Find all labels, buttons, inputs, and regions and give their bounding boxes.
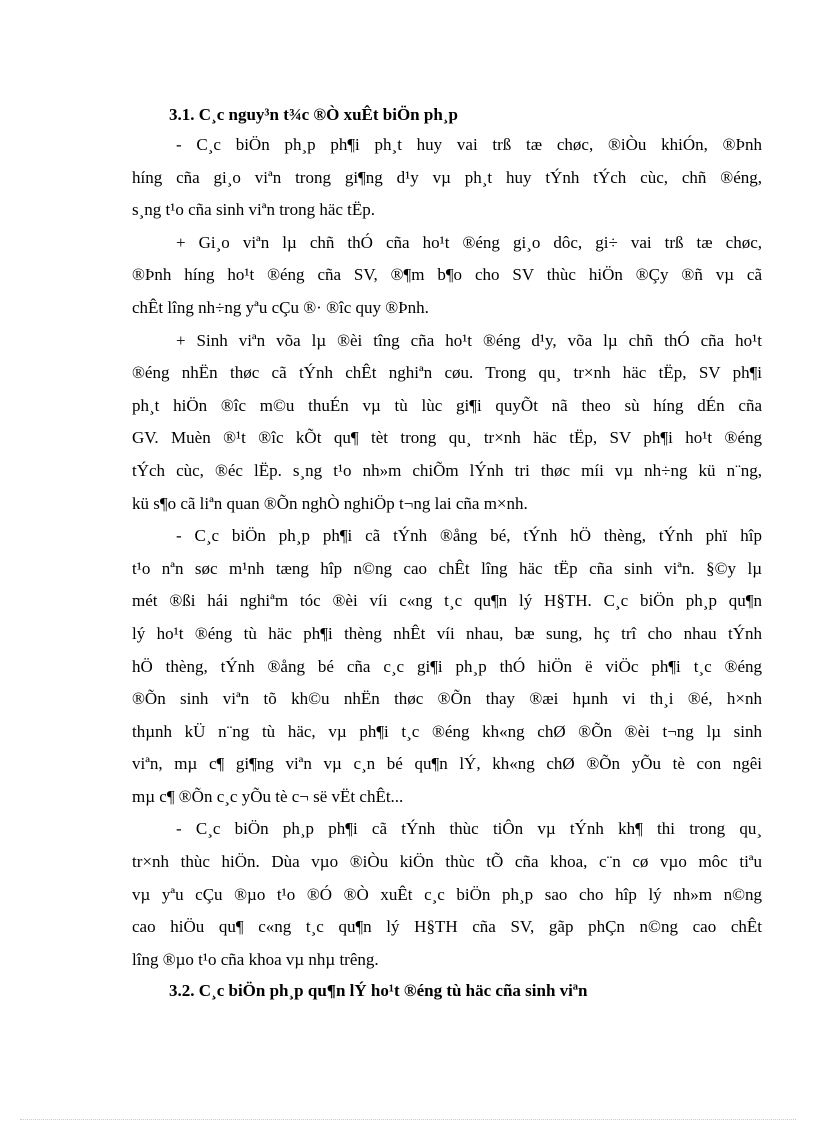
paragraph-line: mét ®ßi hái nghiªm tóc ®èi víi c«ng t¸c qu¶n lý H§TH. C¸c biÖn ph¸p qu¶n (132, 591, 762, 611)
document-body (132, 129, 762, 976)
paragraph-line: vµ yªu cÇu ®µo t¹o ®Ó ®Ò xuÊt c¸c biÖn ph¸p sao cho hîp lý nh»m n©ng (132, 884, 762, 904)
paragraph (132, 129, 762, 227)
paragraph-line: viªn, mµ c¶ gi¶ng viªn vµ c¸n bé qu¶n lÝ, kh«ng chØ ®Õn yÕu tè con ngêi (132, 754, 762, 774)
paragraph-line: hÖ thèng, tÝnh ®ång bé cña c¸c gi¶i ph¸p thÓ hiÖn ë viÖc ph¶i t¸c ®éng (132, 656, 762, 676)
paragraph-line: cao hiÖu qu¶ c«ng t¸c qu¶n lý H§TH cña SV, gãp phÇn n©ng cao chÊt (132, 917, 762, 937)
paragraph-line: ®Õn sinh viªn tõ kh©u nhËn thøc ®Õn thay ®æi hµnh vi th¸i ®é, h×nh (132, 689, 762, 709)
paragraph-line: + Gi¸o viªn lµ chñ thÓ cña ho¹t ®éng gi¸o dôc, gi÷ vai trß tæ chøc, (176, 232, 762, 252)
paragraph (132, 325, 762, 521)
paragraph-line: lîng ®µo t¹o cña khoa vµ nhµ trêng. (132, 949, 379, 969)
paragraph (132, 520, 762, 813)
paragraph-line: - C¸c biÖn ph¸p ph¶i cã tÝnh ®ång bé, tÝnh hÖ thèng, tÝnh phï hîp (176, 526, 762, 546)
paragraph-line: tr×nh thùc hiÖn. Dùa vµo ®iÒu kiÖn thùc tÕ cña khoa, c¨n cø vµo môc tiªu (132, 852, 762, 872)
paragraph-line: kü s¶o cã liªn quan ®Õn nghÒ nghiÖp t¬ng lai cña m×nh. (132, 493, 528, 513)
paragraph-line: + Sinh viªn võa lµ ®èi tîng cña ho¹t ®éng d¹y, võa lµ chñ thÓ cña ho¹t (176, 330, 762, 350)
paragraph-line: tÝch cùc, ®éc lËp. s¸ng t¹o nh»m chiÕm lÝnh tri thøc míi vµ nh÷ng kü n¨ng, (132, 460, 762, 480)
paragraph-line: thµnh kÜ n¨ng tù häc, vµ ph¶i t¸c ®éng kh«ng chØ ®Õn ®èi t¬ng lµ sinh (132, 721, 762, 741)
paragraph-line: mµ c¶ ®Õn c¸c yÕu tè c¬ së vËt chÊt... (132, 786, 404, 806)
document-page (132, 100, 762, 1005)
paragraph-line: ®éng nhËn thøc cã tÝnh chÊt nghiªn cøu. Trong qu¸ tr×nh häc tËp, SV ph¶i (132, 363, 762, 383)
paragraph-line: - C¸c biÖn ph¸p ph¶i cã tÝnh thùc tiÔn vµ tÝnh kh¶ thi trong qu¸ (176, 819, 762, 839)
paragraph-line: chÊt lîng nh÷ng yªu cÇu ®· ®îc quy ®Þnh. (132, 297, 429, 317)
paragraph-line: GV. Muèn ®¹t ®îc kÕt qu¶ tèt trong qu¸ tr×nh häc tËp, SV ph¶i ho¹t ®éng (132, 428, 762, 448)
page-bottom-divider (20, 1119, 796, 1120)
paragraph-line: s¸ng t¹o cña sinh viªn trong häc tËp. (132, 200, 376, 220)
paragraph-line: - C¸c biÖn ph¸p ph¶i ph¸t huy vai trß tæ chøc, ®iÒu khiÓn, ®Þnh (176, 135, 762, 154)
paragraph-line: ph¸t hiÖn ®îc m©u thuÉn vµ tù lùc gi¶i quyÕt nã theo sù híng dÉn cña (132, 395, 762, 415)
section-heading-3-2: 3.2. C¸c biÖn ph¸p qu¶n lÝ ho¹t ®éng tù häc cña sinh viªn (169, 981, 588, 1001)
section-heading-3-1: 3.1. C¸c nguy³n t¾c ®Ò xuÊt biÖn ph¸p (169, 105, 458, 124)
paragraph (132, 813, 762, 976)
paragraph-line: híng cña gi¸o viªn trong gi¶ng d¹y vµ ph¸t huy tÝnh tÝch cùc, chñ ®éng, (132, 167, 762, 187)
paragraph (132, 227, 762, 325)
paragraph-line: t¹o nªn søc m¹nh tæng hîp n©ng cao chÊt lîng häc tËp cña sinh viªn. §©y lµ (132, 558, 762, 578)
paragraph-line: ®Þnh híng ho¹t ®éng cña SV, ®¶m b¶o cho SV thùc hiÖn ®Çy ®ñ vµ cã (132, 265, 762, 285)
paragraph-line: lý ho¹t ®éng tù häc ph¶i thèng nhÊt víi nhau, bæ sung, hç trî cho nhau tÝnh (132, 623, 762, 643)
